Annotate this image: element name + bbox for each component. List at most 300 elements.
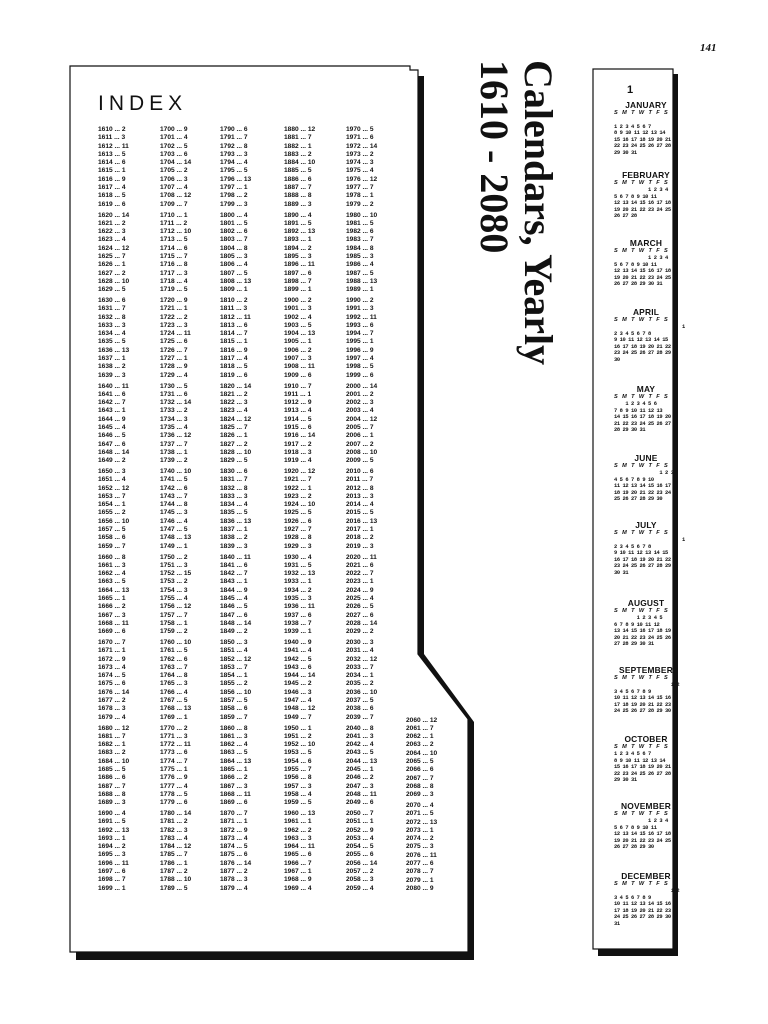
index-entry: 1764 ... 8 xyxy=(160,672,188,680)
index-entry: 1834 ... 4 xyxy=(220,501,248,509)
week-row: 2 3 4 5 6 7 8 xyxy=(614,330,651,337)
index-entry: 2062 ... 1 xyxy=(406,733,434,741)
index-block xyxy=(220,810,282,893)
index-entry: 1629 ... 5 xyxy=(98,286,126,294)
index-block xyxy=(220,554,282,637)
index-entry: 1913 ... 4 xyxy=(284,407,312,415)
index-entry: 1885 ... 5 xyxy=(284,167,312,175)
index-entry: 1938 ... 7 xyxy=(284,619,312,627)
week-row: 23 24 25 26 27 28 29 xyxy=(614,350,671,357)
index-entry: 1676 ... 14 xyxy=(98,688,130,696)
index-entry: 2054 ... 5 xyxy=(346,843,374,851)
index-block xyxy=(346,554,408,637)
index-entry: 2068 ... 8 xyxy=(406,782,434,790)
title-line-1: Calendars, Yearly xyxy=(516,60,561,366)
weekday-header: S M T W T F S xyxy=(614,180,670,186)
index-entry: 1835 ... 5 xyxy=(220,509,248,517)
calendar-strip xyxy=(592,68,685,958)
index-entry: 2057 ... 2 xyxy=(346,868,374,876)
index-entry: 2016 ... 13 xyxy=(346,517,378,525)
index-entry: 1824 ... 12 xyxy=(220,415,252,423)
index-entry: 1922 ... 1 xyxy=(284,484,312,492)
index-entry: 1896 ... 11 xyxy=(284,261,315,269)
index-entry: 1728 ... 9 xyxy=(160,363,188,371)
index-entry: 2067 ... 7 xyxy=(406,774,434,782)
week-row: 11 12 13 14 15 16 17 xyxy=(614,483,671,490)
index-entry: 1971 ... 6 xyxy=(346,134,374,142)
index-entry: 1818 ... 5 xyxy=(220,363,248,371)
week-row: 23 24 25 26 27 28 29 xyxy=(614,563,671,570)
index-block xyxy=(98,212,160,295)
index-block xyxy=(160,468,222,551)
index-entry: 1755 ... 4 xyxy=(160,594,188,602)
index-entry: 1907 ... 3 xyxy=(284,355,312,363)
index-entry: 1769 ... 1 xyxy=(160,713,188,721)
week-row: 18 19 20 21 22 23 24 xyxy=(614,489,671,496)
week-row: 10 11 12 13 14 15 16 xyxy=(614,901,671,908)
index-entry: 1774 ... 7 xyxy=(160,757,188,765)
index-entry: 1947 ... 4 xyxy=(284,697,312,705)
index-entry: 1995 ... 1 xyxy=(346,338,374,346)
index-entry: 2044 ... 13 xyxy=(346,757,378,765)
index-entry: 1620 ... 14 xyxy=(98,211,130,219)
index-entry: 1804 ... 8 xyxy=(220,244,248,252)
week-row: 12 13 14 15 16 17 18 xyxy=(614,268,671,275)
index-entry: 1940 ... 9 xyxy=(284,639,312,646)
index-entry: 2017 ... 1 xyxy=(346,526,374,534)
index-entry: 1967 ... 1 xyxy=(284,868,312,876)
index-entry: 1656 ... 10 xyxy=(98,517,130,525)
index-entry: 2075 ... 3 xyxy=(406,843,434,851)
index-entry: 1712 ... 10 xyxy=(160,228,192,236)
week-row: 1 2 3 4 5 xyxy=(614,615,663,621)
index-entry: 1634 ... 4 xyxy=(98,330,126,338)
index-entry: 2046 ... 2 xyxy=(346,774,374,782)
month-september xyxy=(614,665,678,715)
index-entry: 1962 ... 2 xyxy=(284,826,312,834)
index-entry: 1911 ... 1 xyxy=(284,390,312,398)
index-entry: 1638 ... 2 xyxy=(98,363,126,371)
index-entry: 1880 ... 12 xyxy=(284,126,316,133)
index-entry: 1895 ... 3 xyxy=(284,252,312,260)
index-entry: 2070 ... 4 xyxy=(406,802,434,809)
index-block xyxy=(98,383,160,466)
week-row: 19 20 21 22 23 24 25 xyxy=(614,837,671,844)
index-entry: 1619 ... 6 xyxy=(98,200,126,208)
index-entry: 1845 ... 4 xyxy=(220,594,248,602)
index-entry: 1874 ... 5 xyxy=(220,843,248,851)
index-entry: 1881 ... 7 xyxy=(284,134,312,142)
index-entry: 1725 ... 6 xyxy=(160,338,188,346)
month-name: AUGUST xyxy=(627,598,665,608)
index-block xyxy=(160,126,222,209)
index-card xyxy=(68,64,476,964)
index-entry: 1992 ... 11 xyxy=(346,313,377,321)
weekday-header: S M T W T F S xyxy=(614,110,670,116)
index-entry: 1805 ... 3 xyxy=(220,252,248,260)
index-block xyxy=(98,810,160,893)
index-entry: 1803 ... 7 xyxy=(220,236,248,244)
index-entry: 1916 ... 14 xyxy=(284,432,316,440)
index-entry: 1972 ... 14 xyxy=(346,142,378,150)
index-entry: 2045 ... 1 xyxy=(346,765,374,773)
index-entry: 1872 ... 9 xyxy=(220,826,248,834)
index-entry: 2035 ... 2 xyxy=(346,680,374,688)
index-entry: 1875 ... 6 xyxy=(220,851,248,859)
month-august xyxy=(614,598,678,648)
index-block xyxy=(220,468,282,551)
index-entry: 1997 ... 4 xyxy=(346,355,374,363)
index-entry: 1980 ... 10 xyxy=(346,211,378,219)
week-row: 31 xyxy=(614,920,620,927)
month-name: DECEMBER xyxy=(621,871,671,881)
index-entry: 1908 ... 11 xyxy=(284,363,315,371)
index-entry: 1960 ... 13 xyxy=(284,810,316,817)
index-entry: 1860 ... 8 xyxy=(220,724,248,732)
index-entry: 1614 ... 6 xyxy=(98,159,126,167)
index-entry: 1853 ... 7 xyxy=(220,663,248,671)
index-entry: 1776 ... 9 xyxy=(160,774,188,782)
index-entry: 1946 ... 3 xyxy=(284,688,312,696)
index-entry: 1939 ... 1 xyxy=(284,628,312,636)
index-entry: 1945 ... 2 xyxy=(284,680,312,688)
index-entry: 1643 ... 1 xyxy=(98,407,126,415)
index-entry: 2020 ... 11 xyxy=(346,553,377,561)
index-entry: 1628 ... 10 xyxy=(98,277,130,285)
index-entry: 1651 ... 4 xyxy=(98,476,126,484)
index-entry: 1632 ... 8 xyxy=(98,313,126,321)
index-entry: 1928 ... 8 xyxy=(284,534,312,542)
index-entry: 1641 ... 6 xyxy=(98,390,126,398)
index-entry: 2013 ... 3 xyxy=(346,492,374,500)
weekday-header: S M T W T F S xyxy=(614,394,670,400)
index-entry: 1691 ... 5 xyxy=(98,818,126,826)
index-block xyxy=(160,297,222,380)
month-name: JUNE xyxy=(634,453,658,463)
index-entry: 2078 ... 7 xyxy=(406,868,434,876)
index-entry: 1647 ... 6 xyxy=(98,440,126,448)
month-name: MAY xyxy=(636,384,656,394)
index-entry: 1822 ... 3 xyxy=(220,399,248,407)
index-entry: 2042 ... 4 xyxy=(346,741,374,749)
index-entry: 1856 ... 10 xyxy=(220,688,252,696)
week-row: 1 2 3 4 xyxy=(614,255,668,261)
index-entry: 1951 ... 2 xyxy=(284,732,312,740)
index-entry: 1859 ... 7 xyxy=(220,713,248,721)
index-entry: 1828 ... 10 xyxy=(220,448,252,456)
index-block xyxy=(220,297,282,380)
index-entry: 2069 ... 3 xyxy=(406,791,434,799)
index-entry: 1727 ... 1 xyxy=(160,355,188,363)
page-title xyxy=(472,60,562,460)
index-block xyxy=(284,639,346,722)
month-name: FEBRUARY xyxy=(622,170,670,180)
index-entry: 2040 ... 8 xyxy=(346,724,374,732)
index-entry: 1613 ... 5 xyxy=(98,150,126,158)
index-entry: 2023 ... 1 xyxy=(346,578,374,586)
index-block xyxy=(160,212,222,295)
index-entry: 2037 ... 5 xyxy=(346,697,374,705)
index-entry: 1768 ... 13 xyxy=(160,705,192,713)
index-entry: 1893 ... 1 xyxy=(284,236,312,244)
index-entry: 1981 ... 5 xyxy=(346,219,374,227)
week-row: 13 14 15 16 17 18 19 xyxy=(614,628,671,635)
week-row: 16 17 18 19 20 21 22 xyxy=(614,343,671,350)
index-block xyxy=(160,810,222,893)
index-entry: 2032 ... 12 xyxy=(346,655,378,663)
index-entry: 1846 ... 5 xyxy=(220,603,248,611)
index-entry: 1857 ... 5 xyxy=(220,697,248,705)
index-entry: 1799 ... 3 xyxy=(220,200,248,208)
month-january xyxy=(614,100,678,157)
index-entry: 1807 ... 5 xyxy=(220,269,248,277)
index-entry: 2077 ... 6 xyxy=(406,860,434,868)
index-entry: 1754 ... 3 xyxy=(160,586,188,594)
index-entry: 1964 ... 11 xyxy=(284,843,315,851)
index-entry: 1925 ... 5 xyxy=(284,509,312,517)
index-entry: 1899 ... 1 xyxy=(284,286,312,294)
index-entry: 1801 ... 5 xyxy=(220,219,248,227)
week-row: 6 7 8 9 10 11 12 xyxy=(614,621,660,628)
index-entry: 1921 ... 7 xyxy=(284,476,312,484)
index-entry: 1999 ... 6 xyxy=(346,371,374,379)
index-entry: 1852 ... 12 xyxy=(220,655,252,663)
index-entry: 1734 ... 3 xyxy=(160,415,188,423)
index-entry: 1950 ... 1 xyxy=(284,724,312,732)
index-entry: 1733 ... 2 xyxy=(160,407,188,415)
index-block xyxy=(98,468,160,551)
week-row: 17 18 19 20 21 22 23 xyxy=(614,701,671,708)
index-entry: 2031 ... 4 xyxy=(346,647,374,655)
index-entry: 1848 ... 14 xyxy=(220,619,252,627)
index-block xyxy=(220,212,282,295)
week-row: 16 17 18 19 20 21 22 xyxy=(614,556,671,563)
index-entry: 1780 ... 14 xyxy=(160,810,192,817)
weekday-header: S M T W T F S xyxy=(614,530,670,536)
index-entry: 1910 ... 7 xyxy=(284,382,312,390)
index-entry: 1610 ... 2 xyxy=(98,126,126,133)
index-entry: 2038 ... 6 xyxy=(346,705,374,713)
index-entry: 1701 ... 4 xyxy=(160,134,188,142)
index-entry: 1773 ... 6 xyxy=(160,749,188,757)
index-entry: 1836 ... 13 xyxy=(220,517,252,525)
index-entry: 1624 ... 12 xyxy=(98,244,130,252)
week-row: 1 2 3 4 5 6 7 xyxy=(614,751,651,757)
index-entry: 1932 ... 13 xyxy=(284,570,316,578)
index-entry: 1719 ... 5 xyxy=(160,286,188,294)
index-entry: 1765 ... 3 xyxy=(160,680,188,688)
index-entry: 2019 ... 3 xyxy=(346,542,374,550)
index-entry: 1931 ... 5 xyxy=(284,561,312,569)
index-entry: 1659 ... 7 xyxy=(98,542,126,550)
index-block xyxy=(346,810,408,893)
index-block xyxy=(406,802,468,893)
index-entry: 2004 ... 12 xyxy=(346,415,378,423)
index-entry: 1963 ... 3 xyxy=(284,834,312,842)
index-entry: 1748 ... 13 xyxy=(160,534,192,542)
index-entry: 1625 ... 7 xyxy=(98,252,126,260)
index-entry: 1630 ... 6 xyxy=(98,297,126,304)
index-entry: 1729 ... 4 xyxy=(160,371,188,379)
index-block xyxy=(406,717,468,800)
index-entry: 1811 ... 3 xyxy=(220,305,248,313)
index-entry: 1690 ... 4 xyxy=(98,810,126,817)
index-entry: 1869 ... 6 xyxy=(220,799,248,807)
week-row: 8 9 10 11 12 13 14 xyxy=(614,757,666,764)
index-entry: 1788 ... 10 xyxy=(160,876,192,884)
index-entry: 2010 ... 6 xyxy=(346,468,374,475)
index-block xyxy=(284,297,346,380)
index-entry: 1787 ... 2 xyxy=(160,868,188,876)
index-entry: 1858 ... 6 xyxy=(220,705,248,713)
index-title: INDEX xyxy=(98,92,188,115)
week-row: 9 10 11 12 13 14 15 xyxy=(614,337,668,344)
index-entry: 1903 ... 5 xyxy=(284,321,312,329)
index-entry: 1847 ... 6 xyxy=(220,611,248,619)
month-name: JULY xyxy=(635,520,657,530)
index-block xyxy=(160,554,222,637)
index-entry: 1682 ... 1 xyxy=(98,741,126,749)
index-block xyxy=(284,383,346,466)
week-row: 1 2 3 4 xyxy=(614,818,668,824)
month-name: MARCH xyxy=(629,238,663,248)
week-row: 24 25 26 27 28 29 30 xyxy=(614,708,671,715)
month-may xyxy=(614,384,678,434)
week-row: 26 27 28 29 30 xyxy=(614,844,654,851)
index-entry: 1665 ... 1 xyxy=(98,594,126,602)
index-entry: 1621 ... 2 xyxy=(98,219,126,227)
index-entry: 1808 ... 13 xyxy=(220,277,252,285)
index-entry: 1648 ... 14 xyxy=(98,448,130,456)
index-entry: 2072 ... 13 xyxy=(406,818,438,826)
index-entry: 1739 ... 2 xyxy=(160,457,188,465)
index-entry: 1840 ... 11 xyxy=(220,553,251,561)
index-entry: 2061 ... 7 xyxy=(406,724,434,732)
index-entry: 1998 ... 5 xyxy=(346,363,374,371)
index-entry: 1917 ... 2 xyxy=(284,440,312,448)
index-entry: 1616 ... 9 xyxy=(98,175,126,183)
index-entry: 1873 ... 4 xyxy=(220,834,248,842)
index-entry: 1654 ... 1 xyxy=(98,501,126,509)
index-entry: 2060 ... 12 xyxy=(406,716,438,724)
index-entry: 1820 ... 14 xyxy=(220,382,252,390)
index-entry: 1955 ... 7 xyxy=(284,765,312,773)
week-row: 2 3 4 5 6 7 8 xyxy=(614,543,651,550)
index-entry: 1666 ... 2 xyxy=(98,603,126,611)
index-entry: 1978 ... 1 xyxy=(346,192,374,200)
index-entry: 1819 ... 6 xyxy=(220,371,248,379)
index-entry: 1900 ... 2 xyxy=(284,297,312,304)
index-entry: 2008 ... 10 xyxy=(346,448,378,456)
index-entry: 1684 ... 10 xyxy=(98,757,130,765)
index-entry: 1958 ... 4 xyxy=(284,790,312,798)
index-entry: 1944 ... 14 xyxy=(284,672,316,680)
index-entry: 1826 ... 1 xyxy=(220,432,248,440)
index-entry: 1615 ... 1 xyxy=(98,167,126,175)
index-entry: 1751 ... 3 xyxy=(160,561,188,569)
index-entry: 1683 ... 2 xyxy=(98,749,126,757)
index-entry: 1637 ... 1 xyxy=(98,355,126,363)
index-block xyxy=(160,383,222,466)
index-entry: 1662 ... 4 xyxy=(98,570,126,578)
index-entry: 2053 ... 4 xyxy=(346,834,374,842)
week-row: 28 29 30 31 xyxy=(614,427,646,434)
index-entry: 1796 ... 13 xyxy=(220,175,252,183)
index-entry: 1766 ... 4 xyxy=(160,688,188,696)
index-entry: 2027 ... 6 xyxy=(346,611,374,619)
index-entry: 1798 ... 2 xyxy=(220,192,248,200)
index-entry: 1953 ... 5 xyxy=(284,749,312,757)
weekday-header: S M T W T F S xyxy=(614,675,670,681)
week-row: 12 13 14 15 16 17 18 xyxy=(614,831,671,838)
index-entry: 1743 ... 7 xyxy=(160,492,188,500)
week-row: 5 6 7 8 9 10 11 xyxy=(614,824,657,831)
index-block xyxy=(346,468,408,551)
index-entry: 1919 ... 4 xyxy=(284,457,312,465)
week-row xyxy=(614,117,678,124)
index-block xyxy=(346,725,408,808)
index-block xyxy=(346,126,408,209)
index-entry: 1937 ... 6 xyxy=(284,611,312,619)
index-block xyxy=(346,639,408,722)
index-entry: 1817 ... 4 xyxy=(220,355,248,363)
month-march xyxy=(614,238,678,288)
index-entry: 1956 ... 8 xyxy=(284,774,312,782)
index-entry: 1732 ... 14 xyxy=(160,399,192,407)
index-entry: 1661 ... 3 xyxy=(98,561,126,569)
index-entry: 1842 ... 7 xyxy=(220,570,248,578)
index-entry: 2079 ... 1 xyxy=(406,876,434,884)
week-row: 27 28 29 30 31 xyxy=(614,641,654,648)
index-entry: 2073 ... 1 xyxy=(406,826,434,834)
index-entry: 1660 ... 8 xyxy=(98,553,126,561)
index-block xyxy=(98,297,160,380)
index-entry: 1868 ... 11 xyxy=(220,790,251,798)
month-july xyxy=(614,520,685,577)
index-entry: 1645 ... 4 xyxy=(98,423,126,431)
index-entry: 1935 ... 3 xyxy=(284,594,312,602)
index-block xyxy=(98,639,160,722)
index-entry: 1685 ... 5 xyxy=(98,765,126,773)
index-entry: 2080 ... 9 xyxy=(406,884,434,892)
index-entry: 1779 ... 6 xyxy=(160,799,188,807)
index-entry: 1716 ... 8 xyxy=(160,261,188,269)
index-entry: 1707 ... 4 xyxy=(160,184,188,192)
index-entry: 1929 ... 3 xyxy=(284,542,312,550)
index-entry: 1936 ... 11 xyxy=(284,603,315,611)
index-entry: 1942 ... 5 xyxy=(284,655,312,663)
index-entry: 1791 ... 7 xyxy=(220,134,248,142)
index-entry: 1968 ... 9 xyxy=(284,876,312,884)
index-entry: 2000 ... 14 xyxy=(346,382,378,390)
index-entry: 1952 ... 10 xyxy=(284,741,316,749)
index-entry: 1784 ... 12 xyxy=(160,843,192,851)
index-entry: 1985 ... 3 xyxy=(346,252,374,260)
index-block xyxy=(346,383,408,466)
index-entry: 1688 ... 8 xyxy=(98,790,126,798)
index-entry: 1877 ... 2 xyxy=(220,868,248,876)
index-entry: 2025 ... 4 xyxy=(346,594,374,602)
index-entry: 1898 ... 7 xyxy=(284,277,312,285)
index-entry: 1696 ... 11 xyxy=(98,859,129,867)
index-entry: 2015 ... 5 xyxy=(346,509,374,517)
index-entry: 2065 ... 5 xyxy=(406,757,434,765)
index-entry: 1976 ... 12 xyxy=(346,175,378,183)
index-entry: 2051 ... 1 xyxy=(346,818,374,826)
index-entry: 1722 ... 2 xyxy=(160,313,188,321)
index-entry: 1711 ... 2 xyxy=(160,219,188,227)
week-row: 29 30 31 xyxy=(614,777,637,784)
